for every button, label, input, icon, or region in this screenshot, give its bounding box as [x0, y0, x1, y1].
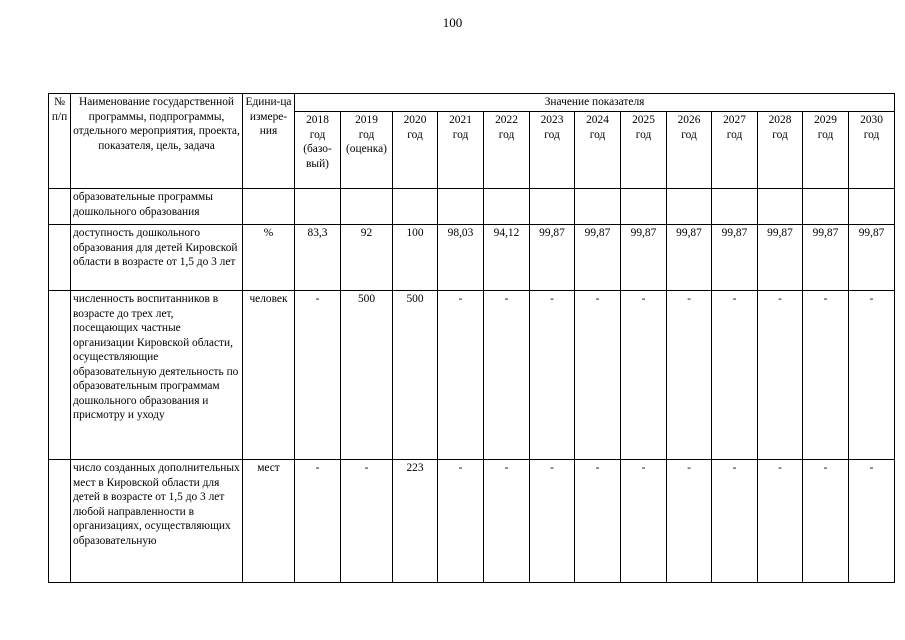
row-num — [49, 291, 71, 460]
value-cell: 99,87 — [758, 225, 803, 291]
year-header-2023: 2023 год — [530, 112, 575, 189]
value-cell: 99,87 — [621, 225, 667, 291]
year-header-2018: 2018 год (базо-вый) — [295, 112, 341, 189]
value-cell: 98,03 — [438, 225, 484, 291]
year-header-2029: 2029 год — [803, 112, 849, 189]
year-header-2027: 2027 год — [712, 112, 758, 189]
value-cell: - — [849, 460, 895, 583]
year-header-2030: 2030 год — [849, 112, 895, 189]
value-cell: - — [295, 460, 341, 583]
value-cell: - — [575, 460, 621, 583]
value-cell: - — [803, 460, 849, 583]
row-name: численность воспитанников в возрасте до трех лет, посещающих частные организации Кировской области, осуществляющие образовательную деятельность по образовательным программам дошкольного образования и присмотру и уходу — [71, 291, 243, 460]
value-cell — [621, 189, 667, 225]
year-header-2021: 2021 год — [438, 112, 484, 189]
value-cell: - — [712, 460, 758, 583]
row-unit — [243, 189, 295, 225]
value-cell — [530, 189, 575, 225]
value-cell: 99,87 — [667, 225, 712, 291]
value-cell: - — [575, 291, 621, 460]
header-values: Значение показателя — [295, 94, 895, 112]
indicator-table — [48, 93, 895, 583]
value-cell — [803, 189, 849, 225]
value-cell: 223 — [393, 460, 438, 583]
value-cell — [849, 189, 895, 225]
value-cell: - — [484, 460, 530, 583]
header-unit: Едини-ца измере-ния — [243, 94, 295, 189]
value-cell: 92 — [341, 225, 393, 291]
value-cell: 94,12 — [484, 225, 530, 291]
value-cell: - — [341, 460, 393, 583]
row-name: доступность дошкольного образования для детей Кировской области в возрасте от 1,5 до 3 лет — [71, 225, 243, 291]
value-cell: - — [803, 291, 849, 460]
value-cell — [712, 189, 758, 225]
value-cell: 99,87 — [712, 225, 758, 291]
header-row-1 — [49, 94, 895, 112]
value-cell: - — [530, 291, 575, 460]
value-cell: 99,87 — [575, 225, 621, 291]
value-cell: - — [484, 291, 530, 460]
year-header-2020: 2020 год — [393, 112, 438, 189]
value-cell: 500 — [341, 291, 393, 460]
value-cell: 99,87 — [530, 225, 575, 291]
value-cell — [758, 189, 803, 225]
value-cell: - — [667, 291, 712, 460]
table-row — [49, 460, 895, 583]
value-cell — [575, 189, 621, 225]
year-header-2024: 2024 год — [575, 112, 621, 189]
year-header-2026: 2026 год — [667, 112, 712, 189]
value-cell: 100 — [393, 225, 438, 291]
value-cell: - — [295, 291, 341, 460]
value-cell — [484, 189, 530, 225]
value-cell: 99,87 — [849, 225, 895, 291]
value-cell: - — [758, 291, 803, 460]
row-num — [49, 225, 71, 291]
value-cell: - — [712, 291, 758, 460]
year-header-2025: 2025 год — [621, 112, 667, 189]
row-name: число созданных дополнительных мест в Кировской области для детей в возрасте от 1,5 до 3 лет любой направленности в организациях, осуществляющих образовательную — [71, 460, 243, 583]
row-unit: мест — [243, 460, 295, 583]
value-cell: - — [758, 460, 803, 583]
row-unit: % — [243, 225, 295, 291]
value-cell: - — [438, 460, 484, 583]
row-num — [49, 460, 71, 583]
value-cell: 500 — [393, 291, 438, 460]
header-num: № п/п — [49, 94, 71, 189]
value-cell — [438, 189, 484, 225]
page-number: 100 — [442, 15, 463, 30]
value-cell: - — [438, 291, 484, 460]
table-row — [49, 189, 895, 225]
year-header-2028: 2028 год — [758, 112, 803, 189]
value-cell — [341, 189, 393, 225]
row-name: образовательные программы дошкольного образования — [71, 189, 243, 225]
header-name: Наименование государственной программы, подпрограммы, отдельного мероприятия, проекта, показателя, цель, задача — [71, 94, 243, 189]
year-header-2022: 2022 год — [484, 112, 530, 189]
row-num — [49, 189, 71, 225]
value-cell — [667, 189, 712, 225]
table-row — [49, 225, 895, 291]
value-cell: - — [667, 460, 712, 583]
table-row — [49, 291, 895, 460]
value-cell — [393, 189, 438, 225]
row-unit: человек — [243, 291, 295, 460]
value-cell — [295, 189, 341, 225]
value-cell: - — [530, 460, 575, 583]
value-cell: - — [621, 460, 667, 583]
value-cell: 99,87 — [803, 225, 849, 291]
value-cell: - — [849, 291, 895, 460]
year-header-2019: 2019 год (оценка) — [341, 112, 393, 189]
value-cell: - — [621, 291, 667, 460]
value-cell: 83,3 — [295, 225, 341, 291]
